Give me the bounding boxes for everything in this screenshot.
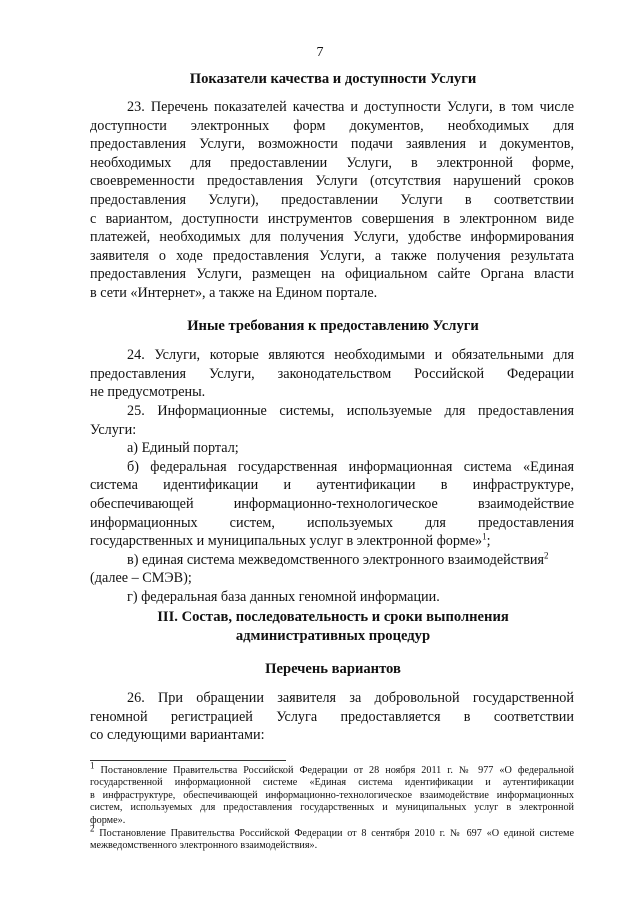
footnote-separator xyxy=(90,760,286,761)
heading-line: административных процедур xyxy=(235,628,431,644)
text-line: не предусмотрены. xyxy=(90,384,206,401)
paragraph-25 xyxy=(90,402,574,607)
paragraph-26 xyxy=(90,689,574,745)
text-line: с вариантом, доступности инструментов совершения в электронном виде xyxy=(90,210,574,227)
text-fragment: Постановление Правительства Российской Федерации от 28 ноября 2011 г. № 977 «О федеральной xyxy=(100,765,574,776)
text-line: своевременности предоставления Услуги (отсутствия нарушений сроков xyxy=(90,173,574,190)
text-line: предоставления Услуги, возможности подачи заявления и документов, xyxy=(90,136,574,153)
footnote-line xyxy=(90,823,574,840)
footnote-line: в инфраструктуре, обеспечивающей информационно-технологическое взаимодействие информационных xyxy=(90,789,574,801)
footnote-line xyxy=(90,760,574,777)
text-line: в сети «Интернет», а также на Едином портале. xyxy=(90,284,378,301)
text-line: (далее – СМЭВ); xyxy=(90,570,192,587)
footnote-line: форме». xyxy=(90,814,126,826)
text-fragment: Постановление Правительства Российской Федерации от 8 сентября 2010 г. № 697 «О единой системе xyxy=(99,828,574,839)
text-line: 26. При обращении заявителя за добровольной государственной xyxy=(127,690,574,706)
footnote-mark-2: 2 xyxy=(544,550,549,561)
footnote-line: межведомственного электронного взаимодействия». xyxy=(90,840,318,852)
text-line: система идентификации и аутентификации в инфраструктуре, xyxy=(90,477,574,494)
section-heading-quality: Показатели качества и доступности Услуги xyxy=(189,71,477,87)
footnote-number: 2 xyxy=(90,823,95,834)
footnote-number: 1 xyxy=(90,760,95,771)
text-line: предоставления Услуги), предоставлении Услуги в соответствии xyxy=(90,191,574,208)
section-heading-variants: Перечень вариантов xyxy=(265,661,401,677)
text-line-with-footnote: государственных и муниципальных услуг в электронной форме»$^1$; xyxy=(90,531,491,550)
text-line: предоставления Услуги, размещен на официальном сайте Органа власти xyxy=(90,266,574,283)
text-line: геномной регистрацией Услуга предоставляется в соответствии xyxy=(90,708,574,725)
paragraph-23 xyxy=(90,98,574,303)
list-item-g: г) федеральная база данных геномной информации. xyxy=(127,588,440,605)
text-line-with-footnote xyxy=(90,551,574,570)
text-line: со следующими вариантами: xyxy=(90,727,265,744)
footnote-line: систем, используемых для предоставления государственных и муниципальных услуг в электронной xyxy=(90,802,574,814)
footnote-line: государственной информационной системе «Единая система идентификации и аутентификации xyxy=(90,777,574,789)
text-line: обеспечивающей информационно-технологическое взаимодействие xyxy=(90,495,574,512)
section-heading-other-requirements: Иные требования к предоставлению Услуги xyxy=(187,318,479,334)
paragraph-24 xyxy=(90,346,574,402)
text-line: платежей, необходимых для получения Услуги, удобстве информирования xyxy=(90,229,574,246)
text-line: доступности электронных форм документов, необходимых для xyxy=(90,117,574,134)
footnote-2 xyxy=(90,823,574,853)
text-line: информационных систем, используемых для предоставления xyxy=(90,514,574,531)
section-heading-procedures xyxy=(90,608,576,646)
footnote-1 xyxy=(90,760,574,827)
text-line: 23. Перечень показателей качества и доступности Услуги, в том числе xyxy=(127,99,574,115)
text-line: 24. Услуги, которые являются необходимыми и обязательными для xyxy=(127,347,574,363)
list-item-a: а) Единый портал; xyxy=(127,440,239,457)
text-line: необходимых для предоставлении Услуги, в электронной форме, xyxy=(90,154,574,171)
heading-line: III. Состав, последовательность и сроки выполнения xyxy=(157,609,509,625)
text-fragment: государственных и муниципальных услуг в электронной форме» xyxy=(90,533,483,550)
text-line: 25. Информационные системы, используемые для предоставления xyxy=(127,403,574,419)
footnote-mark-1: 1 xyxy=(482,531,487,542)
text-line: б) федеральная государственная информационная система «Единая xyxy=(127,458,574,475)
text-line: заявителя о ходе предоставления Услуги, а также получения результата xyxy=(90,247,574,264)
page-number: 7 xyxy=(316,45,324,60)
text-line: предоставления Услуги, законодательством Российской Федерации xyxy=(90,365,574,382)
text-line: Услуги: xyxy=(90,421,137,438)
text-fragment: в) единая система межведомственного электронного взаимодействия xyxy=(127,551,545,568)
